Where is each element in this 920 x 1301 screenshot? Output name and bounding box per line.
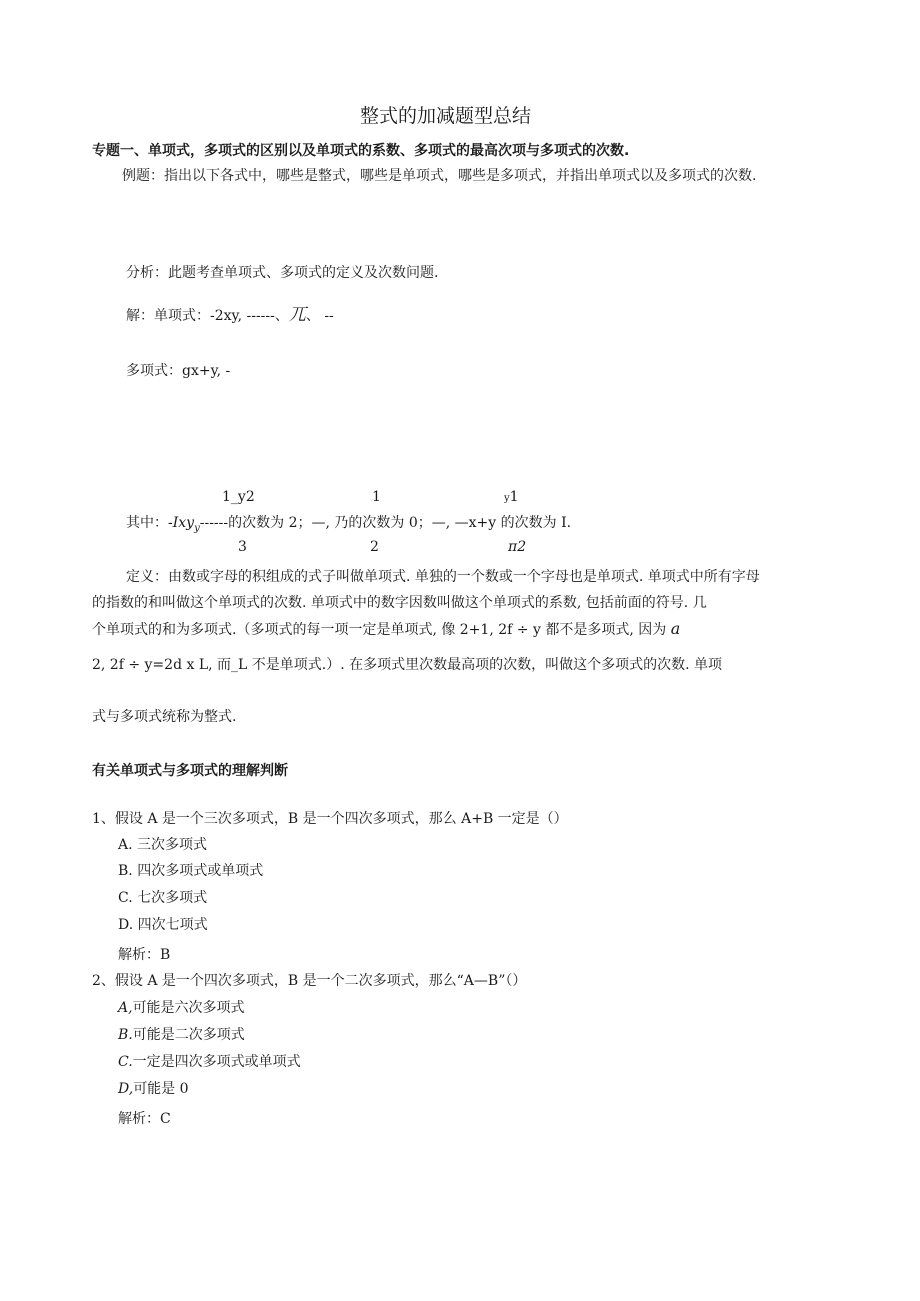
fraction-numerator-1: 1_y2: [222, 489, 255, 505]
question-2-answer: 解析：C: [118, 1111, 171, 1127]
topic-heading: 专题一、单项式，多项式的区别以及单项式的系数、多项式的最高次项与多项式的次数.: [92, 143, 630, 159]
fraction-denominator-1: 3: [238, 539, 247, 555]
where-italic-term: -Ixy: [168, 515, 195, 531]
question-2-option-c-letter: C.: [118, 1054, 133, 1070]
question-2-stem: 2、假设 A 是一个四次多项式，B 是一个二次多项式，那么“A—B”（）: [92, 973, 527, 989]
definition-line-3: [92, 620, 680, 639]
solution-monomials: [126, 306, 334, 325]
solution-polynomials: 多项式：gx+y, -: [126, 363, 231, 379]
question-2-option-a: [118, 999, 245, 1017]
definition-line-2: 的指数的和叫做这个单项式的次数. 单项式中的数字因数叫做这个单项式的系数, 包括前面的符号. 几: [92, 595, 707, 611]
where-rest: ------的次数为 2；—, 乃的次数为 0；—, —x+y 的次数为 I.: [199, 515, 572, 531]
analysis-text: 分析：此题考查单项式、多项式的定义及次数问题.: [126, 265, 439, 281]
solution-mono-prefix: 解：单项式：-2xy, ------、: [126, 308, 289, 324]
fraction-numerator-3-small: y: [504, 493, 510, 504]
definition-line-4: 2, 2f ÷ y=2d x L, 而_L 不是单项式.）. 在多项式里次数最高项的次数，叫做这个多项式的次数. 单项: [92, 657, 723, 673]
question-2-option-d-text: 可能是 0: [133, 1081, 189, 1097]
definition-line-3-italic: a: [670, 619, 681, 638]
definition-line-5: 式与多项式统称为整式.: [92, 709, 237, 725]
where-prefix: 其中：: [126, 515, 168, 531]
question-1-stem: 1、假设 A 是一个三次多项式，B 是一个四次多项式，那么 A+B 一定是（）: [92, 811, 568, 827]
question-2-option-b: [118, 1026, 245, 1044]
where-subscript: y: [194, 522, 200, 534]
where-line: [126, 514, 571, 538]
question-1-option-a: A. 三次多项式: [118, 837, 208, 853]
question-2-option-a-letter: A,: [118, 1000, 133, 1016]
solution-mono-italic: 兀: [288, 305, 306, 325]
section-heading: 有关单项式与多项式的理解判断: [92, 763, 288, 779]
fraction-denominator-3: π2: [508, 539, 527, 555]
definition-line-1: 定义：由数或字母的积组成的式子叫做单项式. 单独的一个数或一个字母也是单项式. 单项式中所有字母: [126, 569, 760, 585]
example-text: 例题：指出以下各式中，哪些是整式，哪些是单项式，哪些是多项式，并指出单项式以及多项式的次数.: [122, 168, 757, 184]
question-1-option-c: C. 七次多项式: [118, 890, 208, 906]
solution-mono-suffix: 、 --: [305, 308, 334, 324]
question-2-option-d: [118, 1080, 189, 1098]
fraction-numerator-3: [504, 488, 519, 508]
question-2-option-a-text: 可能是六次多项式: [132, 1000, 245, 1016]
question-2-option-c: [118, 1053, 301, 1071]
fraction-denominator-2: 2: [370, 539, 379, 555]
question-2-option-b-letter: B.: [118, 1027, 133, 1043]
fraction-numerator-2: 1: [372, 489, 381, 505]
question-2-option-b-text: 可能是二次多项式: [132, 1027, 245, 1043]
definition-line-3-text: 个单项式的和为多项式.（多项式的每一项一定是单项式, 像 2+1, 2f ÷ y 都不是多项式, 因为: [92, 622, 667, 638]
question-2-option-c-text: 一定是四次多项式或单项式: [132, 1054, 301, 1070]
question-1-answer: 解析：B: [118, 947, 171, 963]
question-2-option-d-letter: D,: [118, 1081, 134, 1097]
page-title: 整式的加减题型总结: [360, 105, 532, 127]
fraction-numerator-3-main: 1: [509, 489, 519, 505]
question-1-option-d: D. 四次七项式: [118, 917, 208, 933]
question-1-option-b: B. 四次多项式或单项式: [118, 863, 264, 879]
